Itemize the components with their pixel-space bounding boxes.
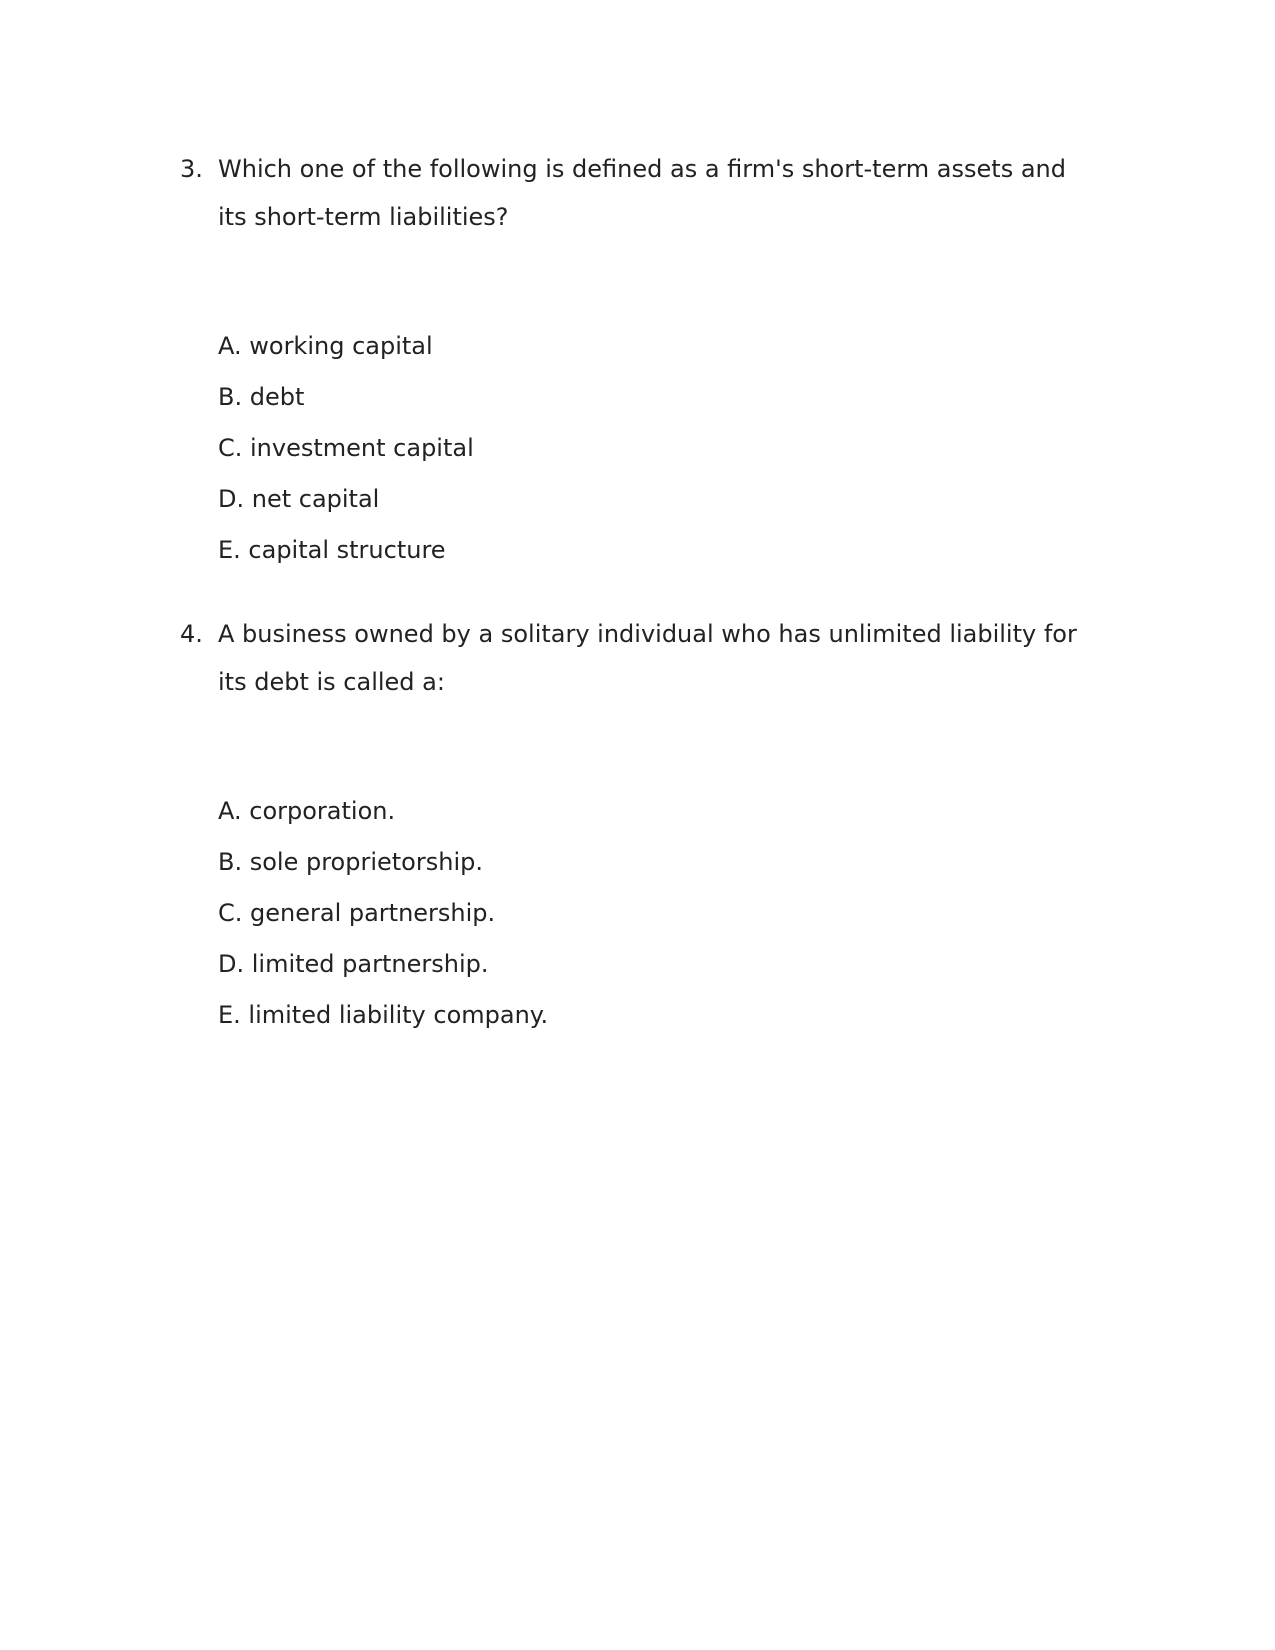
question-number: 3. — [180, 155, 203, 183]
answer-option-b: B. debt — [218, 383, 305, 411]
answer-options — [218, 786, 548, 1041]
question-text: A business owned by a solitary individual who has unlimited liability for its debt is called a: — [218, 620, 1077, 696]
question-number: 4. — [180, 620, 203, 648]
answer-option-e: E. capital structure — [218, 536, 446, 564]
answer-option-d: D. limited partnership. — [218, 950, 489, 978]
answer-option-c: C. investment capital — [218, 434, 474, 462]
answer-option-c: C. general partnership. — [218, 899, 496, 927]
answer-option-b: B. sole proprietorship. — [218, 848, 483, 876]
answer-option-d: D. net capital — [218, 485, 380, 513]
answer-option-a: A. corporation. — [218, 797, 396, 825]
answer-option-e: E. limited liability company. — [218, 1001, 549, 1029]
answer-option-a: A. working capital — [218, 332, 433, 360]
answer-options — [218, 321, 474, 576]
question-text: Which one of the following is defined as a firm's short-term assets and its short-term liabilities? — [218, 155, 1066, 231]
